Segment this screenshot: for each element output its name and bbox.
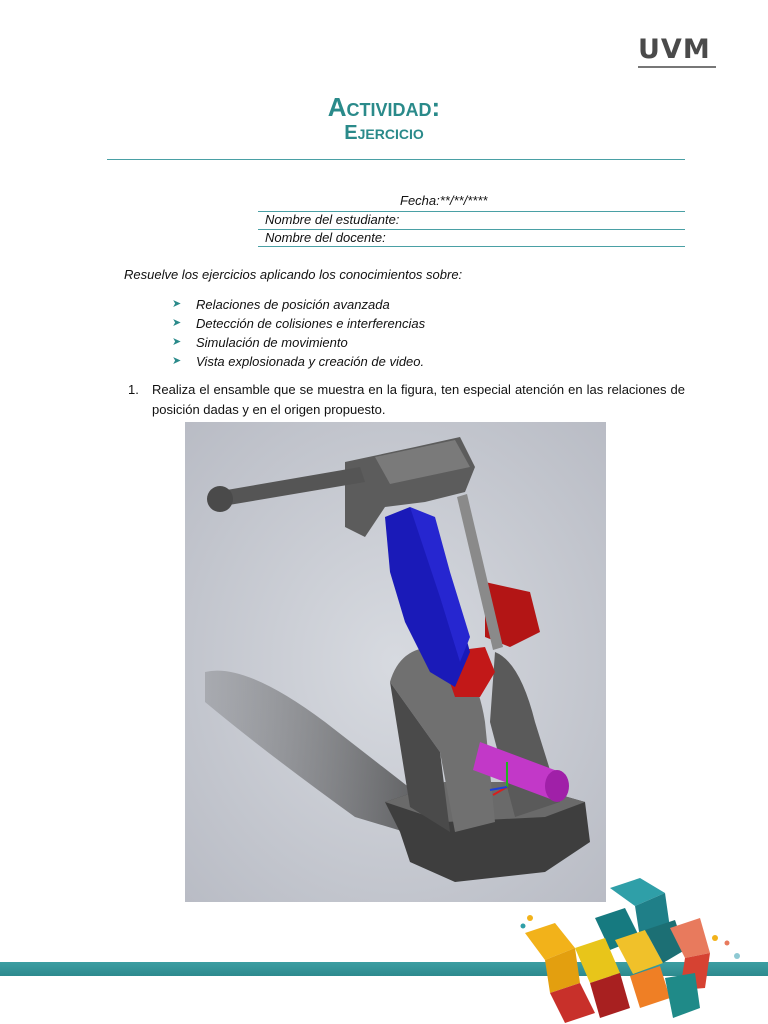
title-divider xyxy=(107,159,685,160)
decorative-cubes-graphic xyxy=(505,878,768,1024)
teacher-name-label: Nombre del docente: xyxy=(265,230,386,245)
page-subtitle: Ejercicio xyxy=(344,122,424,144)
question-text: Realiza el ensamble que se muestra en la figura, ten especial atención en las relaciones de posición dadas y en el origen propuesto. xyxy=(152,382,685,417)
robot-arm-assembly-image xyxy=(185,422,606,902)
arrow-bullet-icon: ➤ xyxy=(172,317,182,329)
uvm-logo xyxy=(638,36,718,72)
date-field: Fecha:**/**/**** xyxy=(400,193,488,208)
arrow-bullet-icon: ➤ xyxy=(172,355,182,367)
question-1 xyxy=(128,380,685,420)
list-item: ➤ Detección de colisiones e interferencias xyxy=(172,316,426,331)
topics-list xyxy=(172,295,425,371)
arrow-bullet-icon: ➤ xyxy=(172,336,182,348)
list-item: ➤ Vista explosionada y creación de video. xyxy=(172,354,425,369)
instructions-intro: Resuelve los ejercicios aplicando los conocimientos sobre: xyxy=(124,267,463,282)
logo-text: UVM xyxy=(638,34,711,65)
logo-tagline xyxy=(638,65,718,70)
student-name-label: Nombre del estudiante: xyxy=(265,212,400,227)
list-item: ➤ Simulación de movimiento xyxy=(172,335,348,350)
page-title: Actividad: xyxy=(327,92,441,122)
list-item: ➤ Relaciones de posición avanzada xyxy=(172,297,390,312)
arrow-bullet-icon: ➤ xyxy=(172,298,182,310)
teacher-underline xyxy=(258,246,685,247)
question-number: 1. xyxy=(128,382,139,397)
